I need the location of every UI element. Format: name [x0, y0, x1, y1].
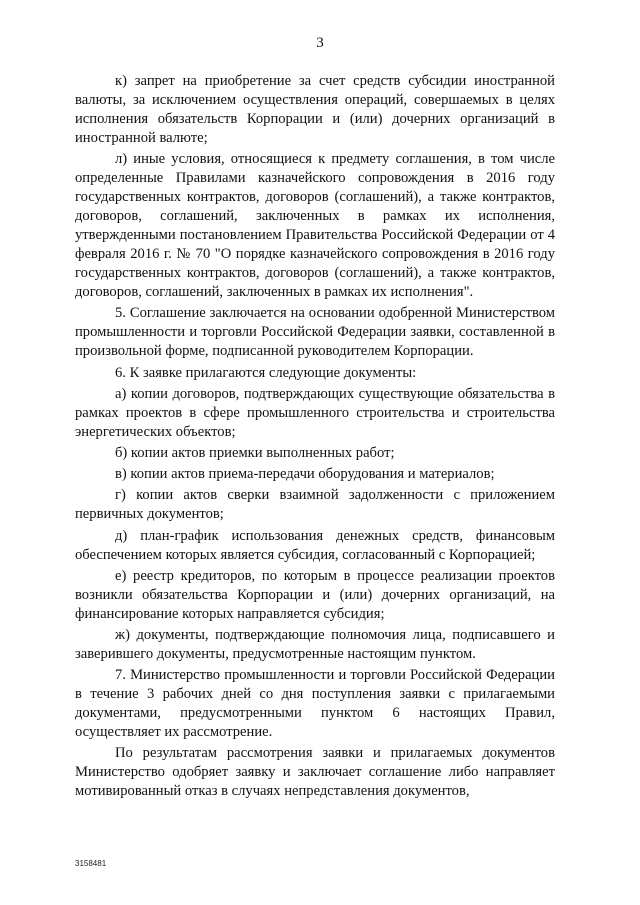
paragraph-l-other-conditions: л) иные условия, относящиеся к предмету соглашения, в том числе определенные Правилами казначейского сопровождения в 2016 году государственных контрактов, договоров (соглашений), а также контрактов, договоров, соглашений, заключенных в рамках их исполнения, утвержденными постановлением Правительства Российской Федерации от 4 февраля 2016 г. № 70 "О порядке казначейского сопровождения в 2016 году государственных контрактов, договоров (соглашений), а также контрактов, договоров, соглашений, заключенных в рамках их исполнения". — [75, 151, 555, 301]
paragraph-6e-creditors-register: е) реестр кредиторов, по которым в процессе реализации проектов возникли обязательства Корпорации и (или) дочерних организаций, на финансирование которых направляется субсидия; — [75, 567, 555, 622]
document-code: 3158481 — [75, 859, 107, 868]
paragraph-7-ministry-review: 7. Министерство промышленности и торговли Российской Федерации в течение 3 рабочих дней со дня поступления заявки с прилагаемыми документами, предусмотренными пунктом 6 настоящих Правил, осуществляет их рассмотрение. — [75, 667, 555, 741]
paragraph-k-foreign-currency: к) запрет на приобретение за счет средств субсидии иностранной валюты, за исключением осуществления операций, совершаемых в целях исполнения обязательств Корпорации и (или) дочерних организаций в иностранной валюте; — [75, 73, 555, 146]
paragraph-6a-contracts: а) копии договоров, подтверждающих существующие обязательства в рамках проектов в сфере промышленного строительства и строительства энергетических объектов; — [75, 385, 555, 440]
paragraph-6v-transfer-acts: в) копии актов приема-передачи оборудования и материалов; — [115, 466, 495, 483]
paragraph-6d-schedule: д) план-график использования денежных средств, финансовым обеспечением которых является субсидия, согласованный с Корпорацией; — [75, 527, 555, 563]
paragraph-6zh-authority-documents: ж) документы, подтверждающие полномочия лица, подписавшего и заверившего документы, предусмотренные настоящим пунктом. — [75, 626, 555, 662]
paragraph-5-agreement: 5. Соглашение заключается на основании одобренной Министерством промышленности и торговли Российской Федерации заявки, составленной в произвольной форме, подписанной руководителем Корпорации. — [75, 305, 555, 360]
paragraph-6b-acceptance-acts: б) копии актов приемки выполненных работ; — [115, 444, 395, 461]
paragraph-review-results: По результатам рассмотрения заявки и прилагаемых документов Министерство одобряет заявку и заключает соглашение либо направляет мотивированный отказ в случаях непредставления документов, — [75, 745, 555, 800]
paragraph-6g-reconciliation-acts: г) копии актов сверки взаимной задолженности с приложением первичных документов; — [75, 487, 555, 523]
page-number: 3 — [316, 35, 324, 51]
paragraph-6-application-documents: 6. К заявке прилагаются следующие документы: — [115, 364, 417, 381]
document-body — [75, 72, 555, 803]
